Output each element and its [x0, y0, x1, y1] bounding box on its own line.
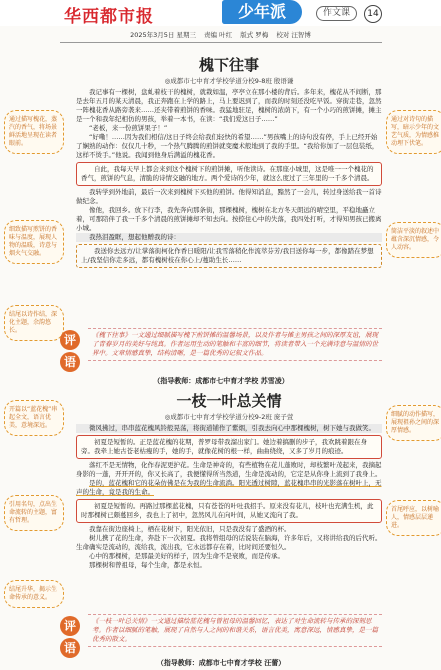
article-2-byline: ◎成都市七中育才学校学道分校9-2班 庞子萱: [164, 413, 294, 421]
header-divider: [60, 42, 382, 43]
article-2-paragraph: 树儿携了花的生命，奔赴下一次初夏。我将曾组母的话说装在脑海，许多年后，又将讲给我的后代听。生命确实是流动的，流给我，流出我，它永远都存在着，比时间还要恒久。: [76, 534, 382, 551]
side-note: 结尾以诗作结，深化主题，余韵悠长。: [4, 305, 64, 341]
article-1: [76, 54, 382, 270]
highlight-box: [76, 162, 382, 186]
article-1-paragraph: 像他，我回乡。放下行李，我先奔向那条街，那棵槐树，槐树在北方冬天朗远的晴空里，平稳地矗立着，可那陪伴了我一千多个清晨的煎饼摊却不知去向。按捺住心中的失落，我四处打听，才得知男孩已搬离小城。: [76, 206, 382, 232]
column-label: 作文课: [316, 6, 357, 21]
comment-section-2: [60, 614, 382, 655]
comment-text: 《槐下往事》一文通过细腻描写槐下煎饼摊的温馨场景，以及作者与摊主男孩之间的深厚友谊，展现了青春岁月的美好与纯真。作者运用生动的笔触和丰富的细节，将读者带入一个充满诗意与温情的世界中。文章情感真挚，结构清晰，是一篇优秀的记叙文作品。: [88, 328, 382, 361]
article-2-paragraph: 落红不是无情物，化作春泥更护花。生命是神奇的，有些植物在花儿蓬败时，却枝繁叶茂起来，我摘起身影的一蓬，开开开的，你又长高了，我便懂得所当然道，生命是流动的，它定是从你身上流到了我身上。: [76, 461, 382, 478]
issue-info-bar: [0, 30, 441, 40]
comment-label-char: 语: [60, 352, 80, 372]
article-1-paragraph: 我转学到外地前，最后一次来到槐树下买他的煎饼。他得知消息，黯然了一会儿，转过身送给我一首诗做纪念。: [76, 188, 382, 205]
article-2-paragraph: 我靠在街边座椅上，栖在花树下，阳光依旧，只是我没有了盛酒的杯。: [89, 525, 291, 533]
article-2-title: 一枝一叶总关情: [176, 392, 282, 410]
article-2-paragraph: 是的，蓝花槐和它的花朵仿佛是在为我的生命流淌。阳光透过树隙，蓝花槐串串的光影落在树叶上，无声的生命，竟是我的生命。: [76, 479, 382, 496]
article-1-paragraph: 自此，我每天早上都会来到这个槐树下的煎饼摊，听他读诗。在那座小城里，这是唯一一个槐花的香气，煎饼的气息，清脆的诗情交融的地方。两个爱诗的少年，就这么度过了三年里的一千多个清晨。: [81, 165, 374, 182]
article-1-paragraph: “老板，来一份煎饼果子！”: [89, 124, 168, 132]
side-note: 通过描写槐花，蒸汽的香气，将场景鲜活地呈现在读者眼前。: [4, 110, 64, 154]
section-tag: 少年派: [222, 0, 302, 24]
side-note: 首尾呼应，以树喻人，情感层层递进。: [386, 500, 441, 536]
side-note: 结尾升华，揭示生命传承的意义。: [4, 580, 64, 608]
side-note: 引用名句，点出生命流转的主题，富有哲理。: [4, 495, 64, 531]
comment-text: 《一枝一叶总关情》一文通过描绘蓝花槐与曾祖母的温馨回忆，表达了对生命流转与传承的深刻思考。作者以细腻的笔触，展现了自然与人之间的和谐关系，语言优美，寓意深远，情感真挚，是一篇优秀的散文。: [88, 614, 382, 647]
article-2-paragraph: 心中的那棵树，是那最美好的样子，因为生命不是衰败，而是传承。: [89, 552, 284, 560]
side-note: 通过对诗句的描写，暗示少年的文艺气质，为情感推动埋下伏笔。: [386, 110, 441, 154]
article-1-paragraph: 我送你去远方/让掌落街柯化作香日暖阳/让我雪落稍化作流萃芬芳/我目送你每一步，都像踏在梦想上/我坚信你走多远，都有槐树枝在你心上/蔓助生长……: [81, 247, 374, 264]
highlight-box: [76, 499, 382, 523]
page-number-badge: 14: [364, 5, 382, 23]
article-2-paragraph: 初夏是短暂的。正是蓝花槐的花期，普罗母带我溜出家门。她边着搞删的步子，我欢跳着跟在身旁。我牵上她古苍老枯瘦的手，她的手，就像花树的根一样，曲曲绕绕，又多了岁月的痕迹。: [81, 438, 367, 455]
comment-label-char: 评: [60, 616, 80, 636]
side-note: 细腻的动作描写，展现祖孙之间的深厚情感。: [386, 405, 441, 441]
side-note: 简洁平淡的叙述中蕴含深沉情感，令人动容。: [386, 222, 441, 258]
comment-section-1: [60, 328, 382, 369]
editor-credit: 责编 叶红: [204, 31, 233, 39]
comment-label-char: 评: [60, 330, 80, 350]
article-2-paragraph: 那棵树和曾祖母，每个生命，都是永恒。: [89, 561, 206, 569]
proofread-credit: 校对 汪智博: [276, 31, 311, 39]
newspaper-brand: 华西都市报: [64, 7, 154, 27]
article-1-byline: ◎成都市七中育才学校学道分校9-8班 殷语谦: [164, 77, 294, 85]
article-2-paragraph: 微风拂过，串串蓝花槐风铃般晃荡，将街道铺作了紫烟，引我去向心中那棵槐树，树下她与我做笑。: [76, 424, 382, 433]
article-1-paragraph: 我热泪盈眶，想起他赠我的诗：: [76, 233, 382, 242]
poem-box: [76, 244, 382, 268]
article-1-paragraph: “好嘞！……因为我们相信/这日子终会给我们轻快的希望……”男孩嘴上的诗句没有停，手上已经开始了娴熟的动作：仅仅几十秒，一个热气腾腾的煎饼就变魔术般地到了我的手里。“我给你加了一层包装纸，这样不烫手。”他说。我闻到他身后满溢的槐花香。: [76, 133, 379, 159]
article-1-teacher: （指导教师：成都市七中育才学校 苏雪凌）: [153, 377, 289, 385]
issue-date: 2025年3月5日 星期三: [130, 31, 196, 39]
masthead: [0, 0, 441, 26]
article-1-title: 槐下往事: [198, 56, 259, 74]
comment-label: [60, 614, 88, 660]
article-2: [76, 390, 382, 570]
side-note: 开篇以“蓝花槐”串起全文，语言优美，意境深远。: [4, 400, 64, 436]
comment-label: [60, 328, 88, 374]
article-1-paragraph: 我记事有一棵树，盘虬着枝干的槐树，就栽如温，亭亭立在那小楼的背后。多年来，槐花从不间断，那是去年五月的某天清晨，我正奔跑在上学的路上，马上要迟到了，而我的时刻还没吃早饭。穿街走巷，忽然一阵槐花香从路旁袭来……还夹带着煎饼的香味。我猛地驻足，槐树的浓荫下，有一个小巧的煎饼摊，摊主是一个和我年纪相仿的男孩，举着一本书，在读：“我们爱这日子……”: [76, 88, 382, 123]
article-2-teacher: （指导教师：成都市七中育才学校 汪蕾）: [156, 659, 286, 667]
side-note: 细致描写煎饼的香味与温度，展现人物的温暖，诗意与烟火气交融。: [4, 220, 64, 264]
highlight-box: [76, 435, 382, 459]
layout-credit: 版式 罗梅: [240, 31, 269, 39]
comment-label-char: 语: [60, 638, 80, 658]
article-2-paragraph: 初夏是短暂的。再路过那棵蓝花槐，只有苍苍的叶吐我招手。原来没有花儿，枝叶也充满生机，此时那棵树已颇蔓回乡，我也上了初中，忽然风儿在向叶间，从她叉流向了我。: [81, 502, 374, 519]
